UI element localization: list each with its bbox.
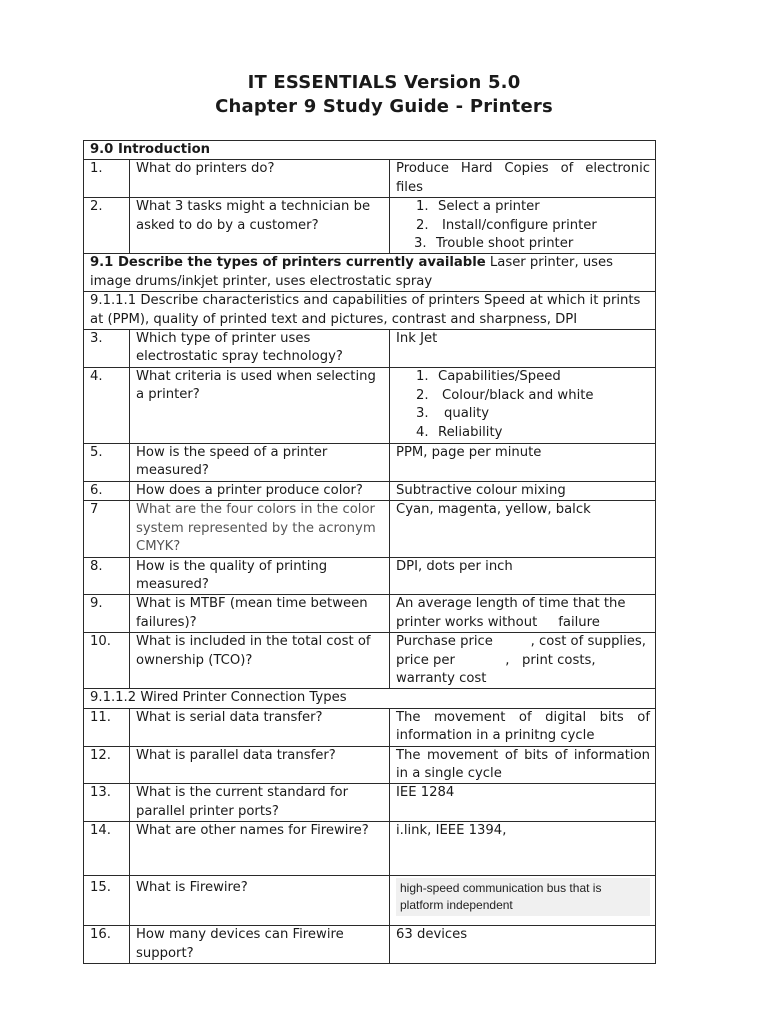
answer-cell: Ink Jet: [390, 330, 656, 368]
table-row: [84, 876, 656, 926]
row-number: 8.: [84, 557, 130, 595]
question-cell: What criteria is used when selecting a printer?: [130, 367, 390, 443]
section-row-wired: [84, 689, 656, 708]
row-number: 15.: [84, 876, 130, 926]
table-row: [84, 708, 656, 746]
table-row: [84, 198, 656, 254]
list-number: 2.: [416, 387, 429, 403]
row-number: 1.: [84, 160, 130, 198]
answer-cell: PPM, page per minute: [390, 444, 656, 482]
list-item: [416, 217, 650, 235]
question-cell: How is the quality of printing measured?: [130, 557, 390, 595]
question-cell: What do printers do?: [130, 160, 390, 198]
question-cell: What is Firewire?: [130, 876, 390, 926]
section-heading: 9.1.1.2 Wired Printer Connection Types: [84, 689, 656, 708]
list-item-text: Colour/black and white: [442, 387, 594, 403]
table-row: [84, 784, 656, 822]
list-number: 1.: [416, 368, 429, 384]
table-row: [84, 160, 656, 198]
list-number: 3.: [416, 406, 429, 422]
answer-cell: The movement of bits of information in a single cycle: [390, 746, 656, 784]
section-heading-bold: 9.1 Describe the types of printers currently available: [90, 255, 486, 271]
row-number: 16.: [84, 926, 130, 964]
table-row: [84, 633, 656, 689]
row-number: 5.: [84, 444, 130, 482]
answer-cell: [390, 160, 656, 198]
question-cell: How is the speed of a printer measured?: [130, 444, 390, 482]
question-cell: What is MTBF (mean time between failures)?: [130, 595, 390, 633]
table-row: [84, 330, 656, 368]
list-number: 2.: [416, 217, 429, 233]
list-item-text: quality: [444, 406, 490, 422]
answer-cell: An average length of time that the printer works without failure: [390, 595, 656, 633]
row-number: 2.: [84, 198, 130, 254]
section-heading: 9.1.1.1 Describe characteristics and capabilities of printers Speed at which it prints at (PPM), quality of printed text and pictures, contrast and sharpness, DPI: [84, 292, 656, 330]
answer-cell: Subtractive colour mixing: [390, 481, 656, 500]
table-row: [84, 557, 656, 595]
list-item: [416, 387, 650, 406]
list-item-text: Reliability: [438, 425, 503, 441]
answer-cell: The movement of digital bits of information in a prinitng cycle: [390, 708, 656, 746]
answer-text: Produce Hard Copies of electronic files: [396, 161, 650, 195]
question-cell: What are other names for Firewire?: [130, 822, 390, 876]
list-number: 4.: [416, 425, 429, 441]
section-heading: 9.0 Introduction: [84, 141, 656, 160]
question-cell: What is parallel data transfer?: [130, 746, 390, 784]
answer-cell: [390, 876, 656, 926]
list-item-text: Trouble shoot printer: [436, 236, 574, 252]
list-item: [416, 405, 650, 424]
row-number: 11.: [84, 708, 130, 746]
table-row: [84, 746, 656, 784]
section-row-intro: [84, 141, 656, 160]
list-item-text: Capabilities/Speed: [438, 368, 561, 384]
table-row: [84, 595, 656, 633]
document-title: IT ESSENTIALS Version 5.0: [247, 72, 521, 93]
list-number: 1.: [416, 199, 429, 215]
table-row: [84, 822, 656, 876]
list-item-text: Select a printer: [438, 199, 540, 215]
answer-cell: Purchase price , cost of supplies, price per , print costs, warranty cost: [390, 633, 656, 689]
answer-cell: Cyan, magenta, yellow, balck: [390, 501, 656, 557]
row-number: 6.: [84, 481, 130, 500]
answer-cell: IEE 1284: [390, 784, 656, 822]
answer-cell: i.link, IEEE 1394,: [390, 822, 656, 876]
answer-cell: [390, 198, 656, 254]
list-item: [416, 368, 650, 387]
row-number: 3.: [84, 330, 130, 368]
list-item-text: Install/configure printer: [442, 217, 597, 233]
question-cell: How does a printer produce color?: [130, 481, 390, 500]
question-cell: What is the current standard for parallel printer ports?: [130, 784, 390, 822]
table-row: [84, 501, 656, 557]
answer-list: [396, 368, 650, 443]
table-row: [84, 367, 656, 443]
list-number: 3.: [414, 236, 427, 252]
answer-cell: 63 devices: [390, 926, 656, 964]
answer-cell: DPI, dots per inch: [390, 557, 656, 595]
table-row: [84, 481, 656, 500]
section-row-characteristics: [84, 292, 656, 330]
question-cell: What are the four colors in the color system represented by the acronym CMYK?: [130, 501, 390, 557]
question-cell: What is serial data transfer?: [130, 708, 390, 746]
row-number: 9.: [84, 595, 130, 633]
question-cell: What 3 tasks might a technician be asked to do by a customer?: [130, 198, 390, 254]
table-row: [84, 926, 656, 964]
row-number: 4.: [84, 367, 130, 443]
study-guide-table: [83, 140, 656, 964]
question-cell: Which type of printer uses electrostatic spray technology?: [130, 330, 390, 368]
question-cell: How many devices can Firewire support?: [130, 926, 390, 964]
answer-list: [396, 198, 650, 253]
table-row: [84, 444, 656, 482]
list-item: [416, 198, 650, 216]
document-subtitle: Chapter 9 Study Guide - Printers: [215, 96, 553, 117]
list-item: [416, 424, 650, 443]
section-row-types: [84, 254, 656, 292]
row-number: 12.: [84, 746, 130, 784]
section-heading: [84, 254, 656, 292]
highlighted-answer: high-speed communication bus that is platform independent: [396, 878, 650, 916]
section-heading-text: Laser printer, uses image drums/inkjet printer, uses electrostatic spray: [90, 255, 614, 289]
row-number: 10.: [84, 633, 130, 689]
row-number: 7: [84, 501, 130, 557]
row-number: 14.: [84, 822, 130, 876]
answer-cell: [390, 367, 656, 443]
question-cell: What is included in the total cost of ownership (TCO)?: [130, 633, 390, 689]
list-item: [414, 235, 650, 253]
row-number: 13.: [84, 784, 130, 822]
